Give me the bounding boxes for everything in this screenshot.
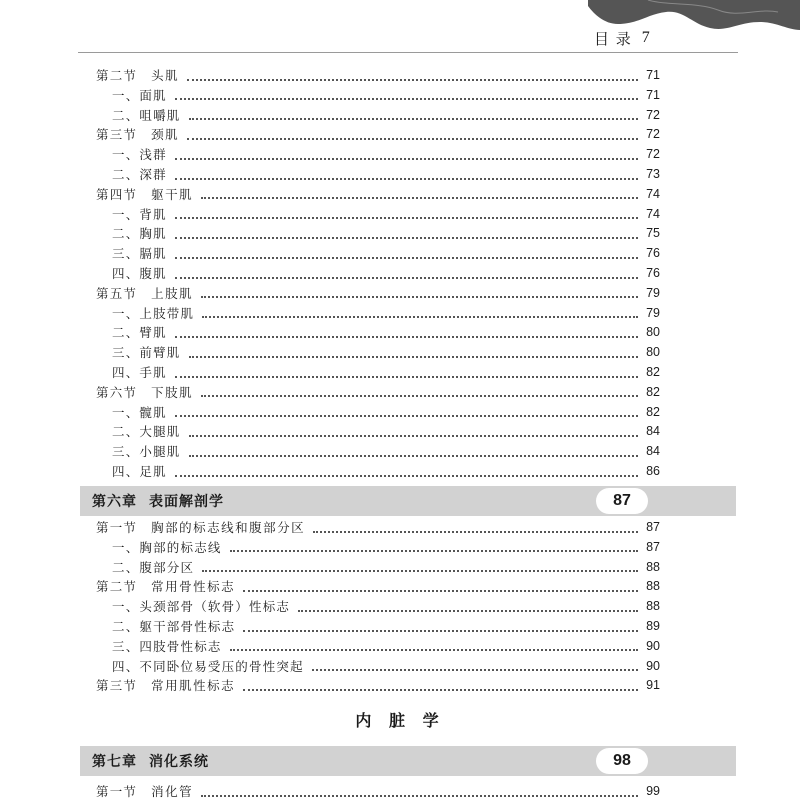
- toc-entry-label: 第一节: [96, 784, 138, 799]
- toc-entry-title: 下肢肌: [151, 384, 194, 400]
- toc-entry-page: 76: [646, 266, 660, 280]
- chapter-7-page: 98: [596, 748, 648, 774]
- toc-entry-label: 一、胸部的标志线: [112, 539, 222, 555]
- toc-entry-page: 73: [646, 167, 660, 181]
- toc-subsection-entry[interactable]: [112, 145, 660, 163]
- dot-leader: [202, 315, 638, 318]
- toc-entry-page: 79: [646, 285, 660, 300]
- dot-leader: [187, 78, 638, 81]
- header-title: 目 录: [594, 29, 632, 48]
- toc-entry-label: 四、足肌: [112, 464, 167, 479]
- toc-entry-page: 72: [646, 147, 660, 162]
- dot-leader: [230, 549, 638, 552]
- toc-entry-page: 90: [646, 638, 660, 653]
- toc-entry-label: 第五节: [96, 285, 138, 301]
- dot-leader: [175, 474, 638, 477]
- toc-section-entry[interactable]: [96, 66, 660, 84]
- toc-entry-label: 三、小腿肌: [112, 444, 181, 460]
- chapter-6-title: 表面解剖学: [149, 494, 224, 510]
- toc-entry-page: 90: [646, 658, 660, 673]
- toc-section-entry[interactable]: [96, 518, 660, 536]
- toc-subsection-entry[interactable]: [112, 538, 660, 556]
- toc-entry-label: 第三节: [96, 678, 138, 694]
- dot-leader: [201, 295, 638, 298]
- toc-entry-label: 第二节: [96, 579, 138, 595]
- toc-section-entry[interactable]: [96, 782, 660, 800]
- dot-leader: [175, 375, 638, 378]
- toc-entry-page: 84: [646, 424, 660, 439]
- chapter-7-bar[interactable]: [80, 746, 736, 776]
- toc-entry-label: 四、不同卧位易受压的骨性突起: [112, 658, 304, 674]
- dot-leader: [201, 394, 638, 397]
- dot-leader: [175, 216, 638, 219]
- toc-entry-label: 四、腹肌: [112, 266, 167, 281]
- dot-leader: [189, 434, 638, 437]
- toc-subsection-entry[interactable]: [112, 558, 660, 576]
- chapter-6-label: 第六章: [92, 494, 137, 510]
- toc-subsection-entry[interactable]: [112, 403, 660, 421]
- toc-entry-page: 71: [646, 87, 660, 102]
- toc-subsection-entry[interactable]: [112, 422, 660, 440]
- dot-leader: [243, 629, 638, 632]
- dot-leader: [175, 414, 638, 417]
- toc-entry-label: 三、前臂肌: [112, 345, 181, 361]
- toc-section-entry[interactable]: [96, 284, 660, 302]
- toc-subsection-entry[interactable]: [112, 597, 660, 615]
- dot-leader: [313, 530, 638, 533]
- toc-entry-page: 82: [646, 384, 660, 399]
- toc-entry-label: 二、大腿肌: [112, 424, 181, 440]
- toc-entry-page: 71: [646, 68, 660, 82]
- dot-leader: [298, 609, 638, 612]
- toc-entry-title: 上肢肌: [151, 285, 194, 301]
- toc-entry-label: 一、面肌: [112, 87, 167, 103]
- toc-entry-page: 74: [646, 186, 660, 201]
- dot-leader: [187, 137, 638, 140]
- toc-subsection-entry[interactable]: [112, 165, 660, 183]
- toc-entry-label: 二、腹部分区: [112, 559, 195, 575]
- dot-leader: [175, 236, 638, 239]
- chapter-6-page: 87: [596, 488, 648, 514]
- toc-entry-page: 86: [646, 464, 660, 478]
- dot-leader: [175, 157, 638, 160]
- toc-entry-label: 二、咀嚼肌: [112, 107, 181, 123]
- toc-entry-label: 三、四肢骨性标志: [112, 638, 222, 654]
- toc-entry-page: 76: [646, 246, 660, 261]
- chapter-7-title: 消化系统: [149, 754, 209, 770]
- toc-section-entry[interactable]: [96, 676, 660, 694]
- dot-leader: [312, 668, 638, 671]
- dot-leader: [175, 97, 638, 100]
- toc-entry-page: 88: [646, 579, 660, 594]
- toc-subsection-entry[interactable]: [112, 363, 660, 381]
- dot-leader: [230, 648, 638, 651]
- toc-entry-label: 第三节: [96, 127, 138, 143]
- dot-leader: [243, 688, 638, 691]
- toc-entry-page: 87: [646, 539, 660, 554]
- toc-entry-title: 常用肌性标志: [151, 678, 236, 694]
- toc-subsection-entry[interactable]: [112, 323, 660, 341]
- toc-entry-page: 99: [646, 784, 660, 798]
- toc-subsection-entry[interactable]: [112, 106, 660, 124]
- toc-entry-label: 三、膈肌: [112, 246, 167, 262]
- dot-leader: [202, 569, 638, 572]
- toc-entry-label: 四、手肌: [112, 365, 167, 380]
- toc-entry-title: 躯干肌: [151, 186, 194, 202]
- toc-section-entry[interactable]: [96, 383, 660, 401]
- toc-entry-label: 一、背肌: [112, 206, 167, 222]
- toc-entry-page: 84: [646, 444, 660, 459]
- toc-entry-label: 二、臂肌: [112, 325, 167, 341]
- toc-subsection-entry[interactable]: [112, 637, 660, 655]
- toc-subsection-entry[interactable]: [112, 224, 660, 242]
- toc-subsection-entry[interactable]: [112, 617, 660, 635]
- toc-entry-label: 第一节: [96, 520, 138, 535]
- toc-entry-label: 第四节: [96, 186, 138, 202]
- toc-subsection-entry[interactable]: [112, 205, 660, 223]
- toc-section-entry[interactable]: [96, 185, 660, 203]
- toc-entry-page: 88: [646, 559, 660, 574]
- toc-entry-page: 89: [646, 619, 660, 633]
- toc-subsection-entry[interactable]: [112, 343, 660, 361]
- toc-entry-title: 颈肌: [151, 127, 180, 143]
- toc-entry-label: 一、头颈部骨（软骨）性标志: [112, 599, 291, 615]
- toc-subsection-entry[interactable]: [112, 462, 660, 480]
- toc-entry-page: 82: [646, 404, 660, 419]
- toc-entry-page: 80: [646, 345, 660, 360]
- toc-entry-label: 二、胸肌: [112, 226, 167, 242]
- toc-entry-page: 88: [646, 599, 660, 614]
- toc-subsection-entry[interactable]: [112, 244, 660, 262]
- toc-subsection-entry[interactable]: [112, 657, 660, 675]
- toc-entry-label: 一、上肢带肌: [112, 305, 195, 321]
- dot-leader: [243, 589, 638, 592]
- dot-leader: [175, 276, 638, 279]
- dot-leader: [201, 196, 638, 199]
- toc-entry-title: 头肌: [151, 68, 180, 83]
- toc-entry-title: 胸部的标志线和腹部分区: [151, 520, 306, 535]
- toc-entry-page: 80: [646, 325, 660, 340]
- dot-leader: [175, 335, 638, 338]
- toc-section-entry[interactable]: [96, 125, 660, 143]
- dot-leader: [189, 355, 638, 358]
- header-page-number: 7: [641, 29, 651, 46]
- toc-section-entry[interactable]: [96, 577, 660, 595]
- toc-entry-page: 91: [646, 678, 660, 693]
- toc-entry-page: 82: [646, 365, 660, 379]
- dot-leader: [189, 117, 638, 120]
- toc-entry-page: 72: [646, 127, 660, 142]
- dot-leader: [189, 454, 638, 457]
- toc-subsection-entry[interactable]: [112, 304, 660, 322]
- toc-entry-title: 消化管: [151, 784, 194, 799]
- toc-entry-page: 72: [646, 107, 660, 122]
- dot-leader: [175, 256, 638, 259]
- toc-entry-label: 一、髋肌: [112, 404, 167, 420]
- toc-subsection-entry[interactable]: [112, 442, 660, 460]
- chapter-7-label: 第七章: [92, 754, 137, 770]
- dot-leader: [201, 794, 638, 797]
- toc-entry-label: 一、浅群: [112, 147, 167, 163]
- chapter-6-bar[interactable]: [80, 486, 736, 516]
- dot-leader: [175, 177, 638, 180]
- toc-subsection-entry[interactable]: [112, 264, 660, 282]
- toc-entry-page: 79: [646, 305, 660, 320]
- toc-entry-label: 二、躯干部骨性标志: [112, 619, 236, 634]
- toc-entry-page: 87: [646, 520, 660, 534]
- toc-subsection-entry[interactable]: [112, 86, 660, 104]
- toc-entry-page: 75: [646, 226, 660, 241]
- part-title: 内 脏 学: [355, 711, 445, 730]
- toc-entry-label: 第二节: [96, 68, 138, 83]
- toc-entry-label: 第六节: [96, 384, 138, 400]
- toc-entry-label: 二、深群: [112, 167, 167, 182]
- toc-entry-page: 74: [646, 206, 660, 221]
- toc-entry-title: 常用骨性标志: [151, 579, 236, 595]
